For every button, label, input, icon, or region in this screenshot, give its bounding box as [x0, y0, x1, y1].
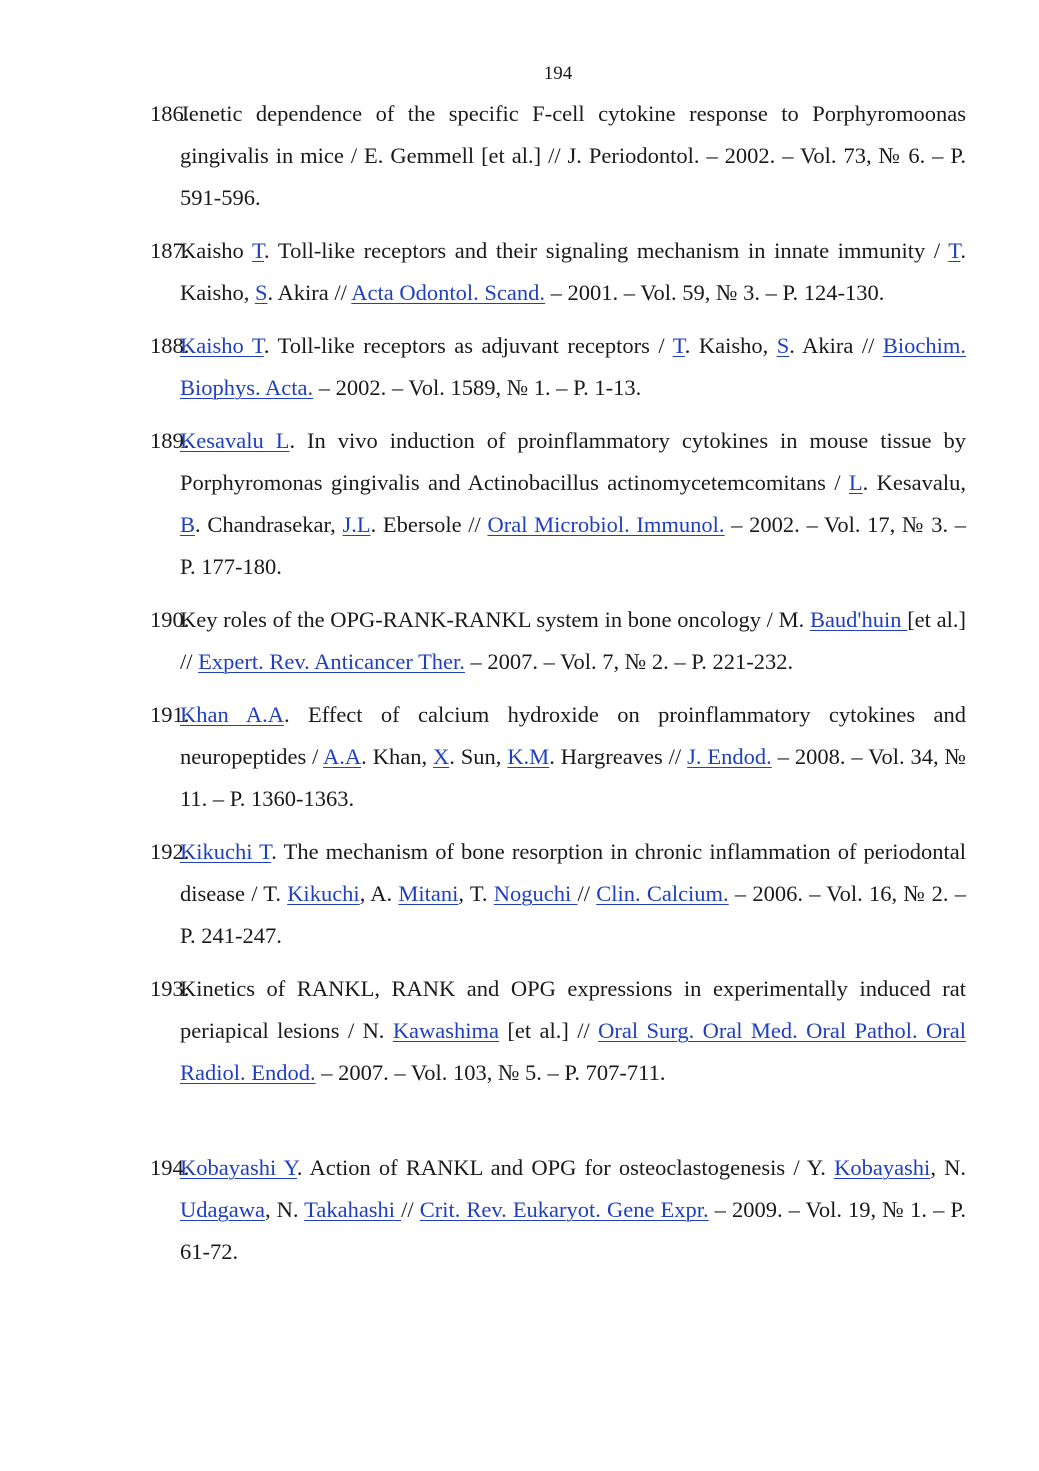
reference-text: . Khan, [361, 744, 433, 769]
reference-list [150, 93, 966, 1284]
reference-entry [150, 420, 966, 588]
reference-number: 194. [150, 1155, 190, 1180]
reference-link[interactable]: B [180, 512, 196, 537]
reference-text: – 2007. – Vol. 103, № 5. – P. 707-711. [315, 1060, 666, 1085]
reference-text: , A. [359, 881, 399, 906]
reference-entry [150, 325, 966, 409]
reference-link[interactable]: Clin. Calcium. [596, 881, 729, 906]
reference-text: – 2009. – Vol. 19, № 1. – P. 61-72. [180, 1197, 967, 1264]
reference-number: 190. [150, 607, 190, 632]
reference-entry [150, 968, 966, 1094]
reference-number: 189. [150, 428, 190, 453]
reference-text: – 2001. – Vol. 59, № 3. – P. 124-130. [544, 280, 885, 305]
reference-link[interactable]: L [848, 470, 863, 495]
reference-link[interactable]: Biochim. Biophys. Acta. [180, 333, 966, 400]
reference-link[interactable]: Kawashima [392, 1018, 500, 1043]
reference-number: 192. [150, 839, 190, 864]
reference-link[interactable]: S [776, 333, 790, 358]
reference-text: . Akira // [267, 280, 352, 305]
reference-text: . Kaisho, [684, 333, 777, 358]
reference-link[interactable]: Kikuchi [287, 881, 360, 906]
reference-number: 191. [150, 702, 190, 727]
reference-link[interactable]: J.L [342, 512, 371, 537]
reference-text: – 2002. – Vol. 17, № 3. – P. 177-180. [180, 512, 967, 579]
reference-text: , N. [930, 1155, 966, 1180]
reference-link[interactable]: Kobayashi [834, 1155, 931, 1180]
reference-text: . Akira // [789, 333, 883, 358]
reference-text: Key roles of the OPG-RANK-RANKL system in bone oncology / M. [180, 607, 810, 632]
reference-text: . Effect of calcium hydroxide on proinflammatory cytokines and neuropeptides / [180, 702, 966, 769]
reference-link[interactable]: Kesavalu L [180, 428, 290, 453]
reference-entry [150, 230, 966, 314]
reference-link[interactable]: Kobayashi Y [180, 1155, 297, 1180]
reference-text: Jenetic dependence of the specific F-cell cytokine response to Porphyromoonas gingivalis in mice / E. Gemmell [et al.] // J. Periodontol. – 2002. – Vol. 73, № 6. – P. 591-596. [180, 101, 966, 210]
reference-link[interactable]: Kikuchi T [180, 839, 272, 864]
reference-text: . Action of RANKL and OPG for osteoclastogenesis / Y. [296, 1155, 835, 1180]
reference-text: . Chandrasekar, [195, 512, 343, 537]
page-number: 194 [543, 63, 573, 84]
reference-entry [150, 831, 966, 957]
reference-text: – 2006. – Vol. 16, № 2. – P. 241-247. [180, 881, 966, 948]
reference-link[interactable]: Takahashi [304, 1197, 402, 1222]
reference-number: 193. [150, 976, 190, 1001]
reference-text: . Kaisho, [180, 238, 966, 305]
reference-link[interactable]: Kaisho T [180, 333, 264, 358]
reference-text: [et al.] // [180, 607, 966, 674]
reference-link[interactable]: K.M [507, 744, 550, 769]
reference-number: 186. [150, 101, 190, 126]
reference-link[interactable]: Acta Odontol. Scand. [351, 280, 545, 305]
reference-text: – 2008. – Vol. 34, № 11. – P. 1360-1363. [180, 744, 966, 811]
reference-link[interactable]: Udagawa [180, 1197, 265, 1222]
reference-text: , T. [458, 881, 494, 906]
reference-link[interactable]: X [432, 744, 450, 769]
reference-text: – 2007. – Vol. 7, № 2. – P. 221-232. [464, 649, 794, 674]
reference-link[interactable]: Mitani [398, 881, 459, 906]
reference-link[interactable]: J. Endod. [687, 744, 772, 769]
reference-text: . Hargreaves // [549, 744, 688, 769]
reference-entry [150, 694, 966, 820]
reference-text: Kaisho [180, 238, 252, 263]
reference-text: . The mechanism of bone resorption in chronic inflammation of periodontal disease / T. [180, 839, 966, 906]
reference-link[interactable]: Khan A.A [180, 702, 284, 727]
reference-link[interactable]: Oral Surg. Oral Med. Oral Pathol. Oral Radiol. Endod. [180, 1018, 966, 1085]
reference-entry [150, 599, 966, 683]
reference-number: 188. [150, 333, 190, 358]
reference-text: . Toll-like receptors as adjuvant receptors / [263, 333, 673, 358]
reference-text: – 2002. – Vol. 1589, № 1. – P. 1-13. [313, 375, 642, 400]
reference-text: [et al.] // [499, 1018, 599, 1043]
reference-link[interactable]: Expert. Rev. Anticancer Ther. [198, 649, 465, 674]
reference-text: // [577, 881, 597, 906]
reference-text: . In vivo induction of proinflammatory cytokines in mouse tissue by Porphyromonas gingivalis and Actinobacillus actinomycetemcomitans / [180, 428, 966, 495]
reference-link[interactable]: S [255, 280, 268, 305]
reference-link[interactable]: Baud'huin [809, 607, 908, 632]
reference-entry [150, 1147, 966, 1273]
reference-link[interactable]: Oral Microbiol. Immunol. [487, 512, 725, 537]
reference-link[interactable]: T [672, 333, 685, 358]
reference-text: . Sun, [449, 744, 508, 769]
reference-text: . Toll-like receptors and their signaling mechanism in innate immunity / [264, 238, 949, 263]
reference-text: . Ebersole // [370, 512, 488, 537]
reference-text: Kinetics of RANKL, RANK and OPG expressions in experimentally induced rat periapical lesions / N. [180, 976, 966, 1043]
reference-link[interactable]: T [251, 238, 265, 263]
reference-link[interactable]: T [948, 238, 961, 263]
reference-text: , N. [264, 1197, 305, 1222]
reference-link[interactable]: A.A [323, 744, 362, 769]
reference-number: 187. [150, 238, 190, 263]
reference-link[interactable]: Crit. Rev. Eukaryot. Gene Expr. [419, 1197, 709, 1222]
reference-text: // [401, 1197, 420, 1222]
reference-text: . Kesavalu, [862, 470, 966, 495]
reference-entry [150, 93, 966, 219]
reference-link[interactable]: Noguchi [493, 881, 578, 906]
